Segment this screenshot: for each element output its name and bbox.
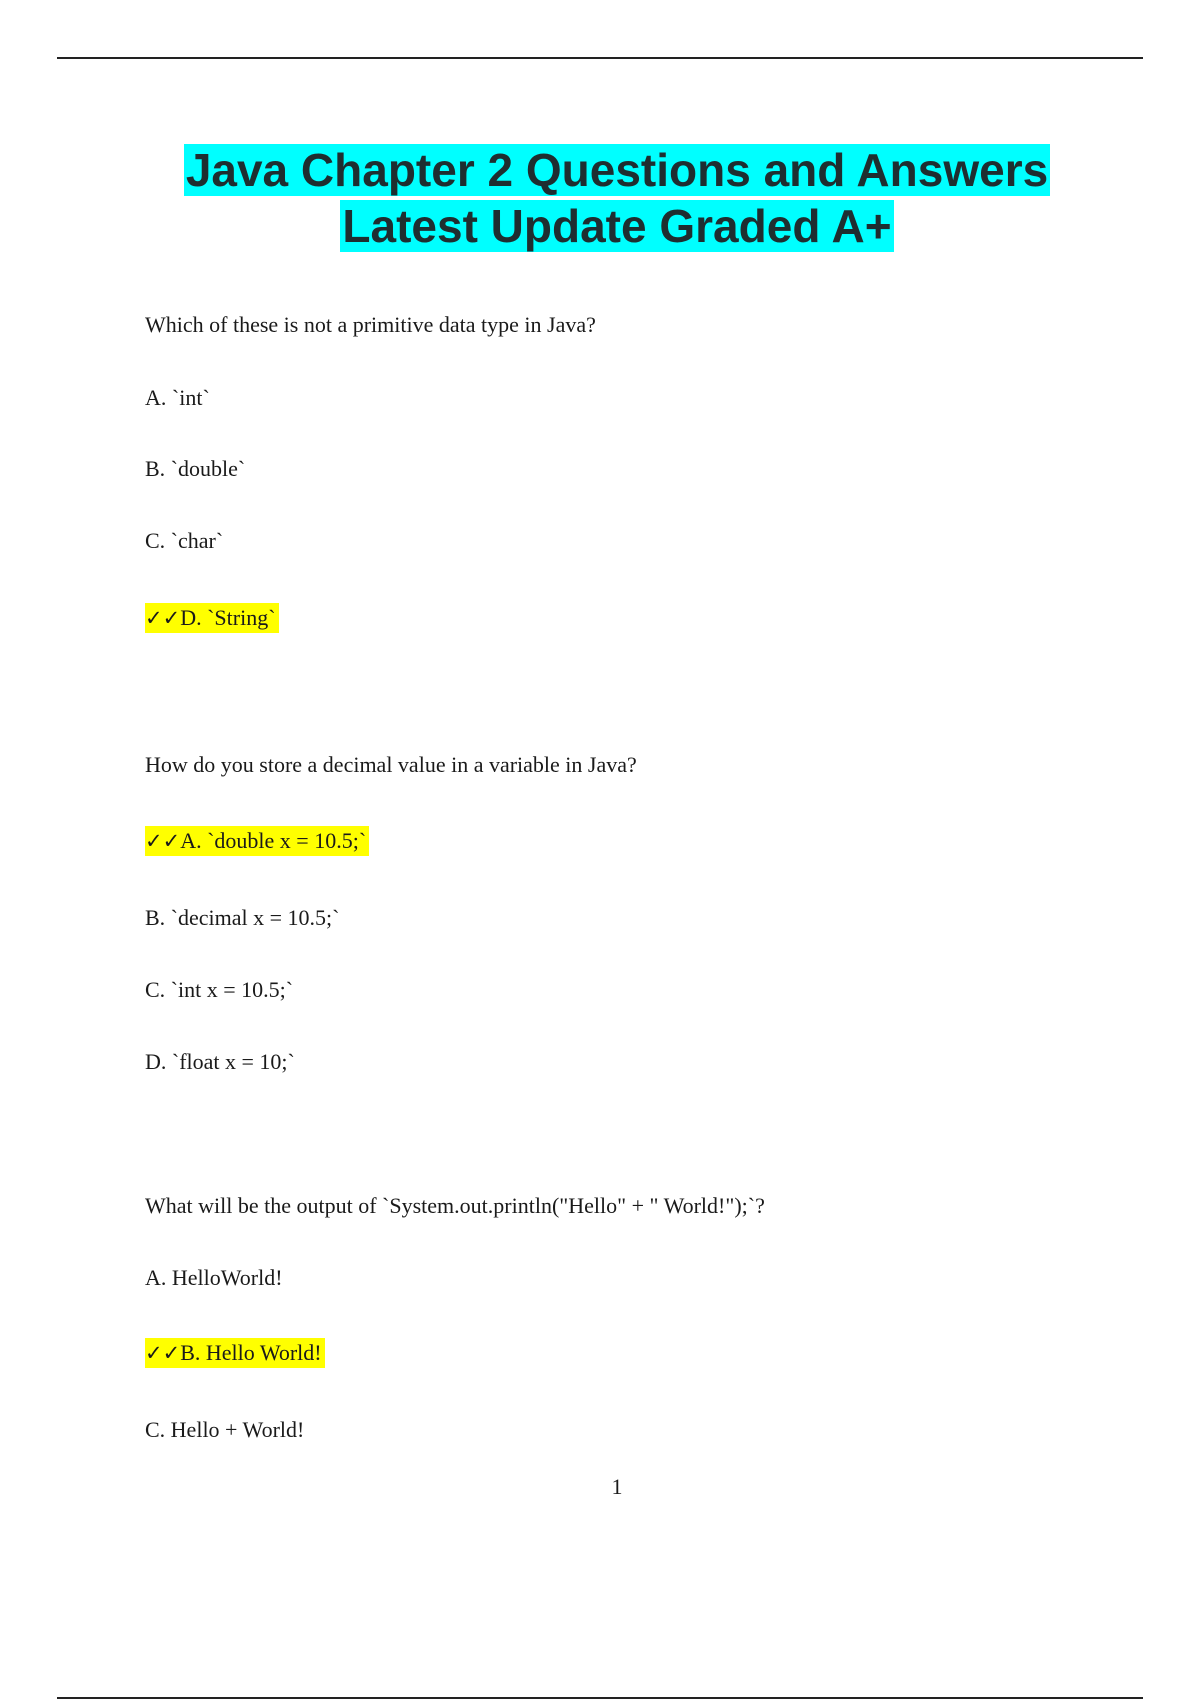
option-label: B. Hello World! — [180, 1340, 322, 1365]
document-title — [0, 142, 1200, 254]
question-3-option-a: A. HelloWorld! — [145, 1265, 283, 1290]
question-2-text: How do you store a decimal value in a variable in Java? — [145, 752, 637, 777]
check-mark-icon: ✓✓ — [145, 606, 181, 630]
question-1-option-d-correct — [145, 603, 279, 633]
question-3-option-b-correct — [145, 1338, 325, 1368]
title-line-2: Latest Update Graded A+ — [342, 200, 892, 252]
question-1-option-a: A. `int` — [145, 385, 210, 410]
question-2-option-d: D. `float x = 10;` — [145, 1049, 295, 1074]
question-3-option-c: C. Hello + World! — [145, 1417, 305, 1442]
check-mark-icon: ✓✓ — [145, 1341, 181, 1365]
option-label: A. `double x = 10.5;` — [180, 828, 367, 853]
check-mark-icon: ✓✓ — [145, 829, 181, 853]
question-1-option-b: B. `double` — [145, 456, 246, 481]
title-line-1: Java Chapter 2 Questions and Answers — [185, 144, 1049, 196]
page-number: 1 — [611, 1474, 623, 1499]
top-rule — [57, 57, 1143, 59]
question-2-option-a-correct — [145, 826, 369, 856]
question-2-option-c: C. `int x = 10.5;` — [145, 977, 294, 1002]
question-2-option-b: B. `decimal x = 10.5;` — [145, 905, 340, 930]
option-label: D. `String` — [180, 605, 276, 630]
bottom-rule — [57, 1697, 1143, 1699]
question-1-option-c: C. `char` — [145, 528, 224, 553]
question-3-text: What will be the output of `System.out.println("Hello" + " World!");`? — [145, 1193, 765, 1218]
question-1-text: Which of these is not a primitive data type in Java? — [145, 312, 596, 337]
